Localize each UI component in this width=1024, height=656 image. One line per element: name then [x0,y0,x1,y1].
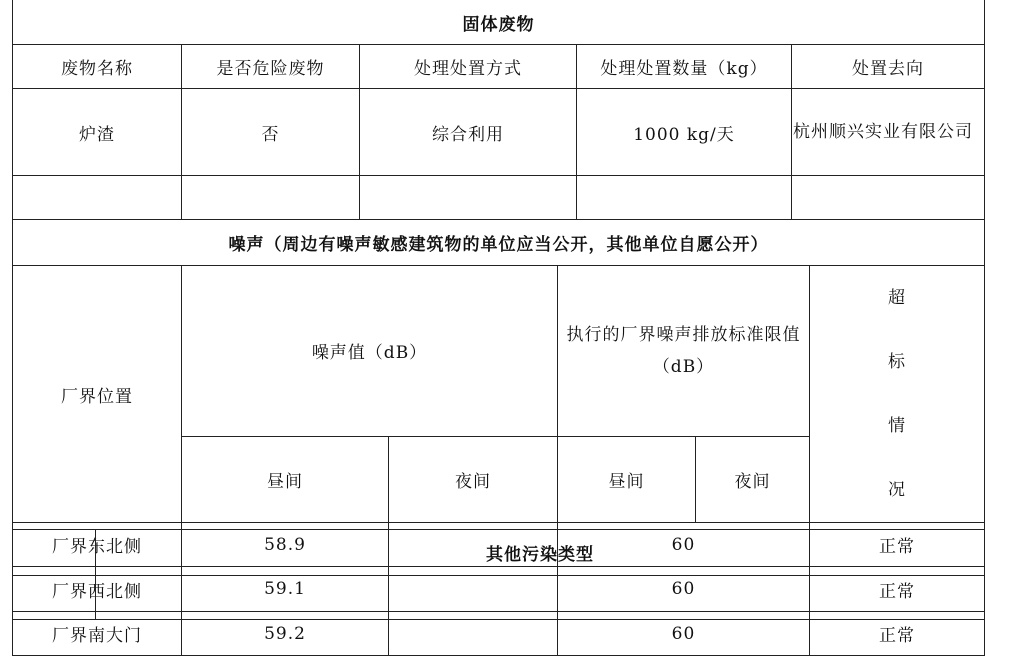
header-noise-value: 噪声值（dB） [182,266,558,437]
header-noise-day: 昼间 [182,436,389,522]
table-row [13,576,985,620]
limit-cell: 60 [558,567,810,612]
solid-waste-header-row [13,45,985,89]
destination-cell: 杭州顺兴实业有限公司 [792,89,985,176]
header-hazardous: 是否危险废物 [182,45,360,89]
hazardous-cell: 否 [182,89,360,176]
header-disposal-amount: 处理处置数量（kg） [577,45,792,89]
location-cell: 厂界西北侧 [13,567,182,612]
empty-cell [792,176,985,220]
disposal-amount-cell: 1000 kg/天 [577,89,792,176]
empty-cell [13,530,96,576]
header-location: 厂界位置 [13,266,182,523]
header-limit-night: 夜间 [696,436,810,522]
status-cell: 正常 [810,567,985,612]
noise-title-row [13,220,985,266]
location-cell: 厂界南大门 [13,612,182,656]
table-row [13,176,985,220]
waste-name-cell: 炉渣 [13,89,182,176]
day-value-cell: 58.9 [182,523,389,567]
solid-waste-title-row [13,0,985,45]
header-disposal-method: 处理处置方式 [360,45,577,89]
table-row [13,89,985,176]
other-title-row [13,530,985,576]
location-cell: 厂界东北侧 [13,523,182,567]
status-cell: 正常 [810,523,985,567]
noise-header-row [13,266,985,437]
day-value-cell: 59.2 [182,612,389,656]
header-limit: 执行的厂界噪声排放标准限值（dB） [558,266,810,437]
header-limit-day: 昼间 [558,436,696,522]
noise-title: 噪声（周边有噪声敏感建筑物的单位应当公开，其他单位自愿公开） [13,220,985,266]
header-waste-name: 废物名称 [13,45,182,89]
solid-waste-title: 固体废物 [13,0,985,45]
solid-waste-table [12,0,985,220]
empty-cell [182,176,360,220]
day-value-cell: 59.1 [182,567,389,612]
other-pollution-table [12,529,985,620]
disposal-method-cell: 综合利用 [360,89,577,176]
empty-cell [360,176,577,220]
limit-cell: 60 [558,523,810,567]
header-noise-night: 夜间 [389,436,558,522]
header-destination: 处置去向 [792,45,985,89]
empty-cell [13,176,182,220]
empty-cell [13,576,96,620]
header-exceed: 超标情况 [810,266,985,523]
limit-cell: 60 [558,612,810,656]
other-pollution-title: 其他污染类型 [96,530,985,576]
empty-cell [577,176,792,220]
empty-cell [96,576,985,620]
status-cell: 正常 [810,612,985,656]
